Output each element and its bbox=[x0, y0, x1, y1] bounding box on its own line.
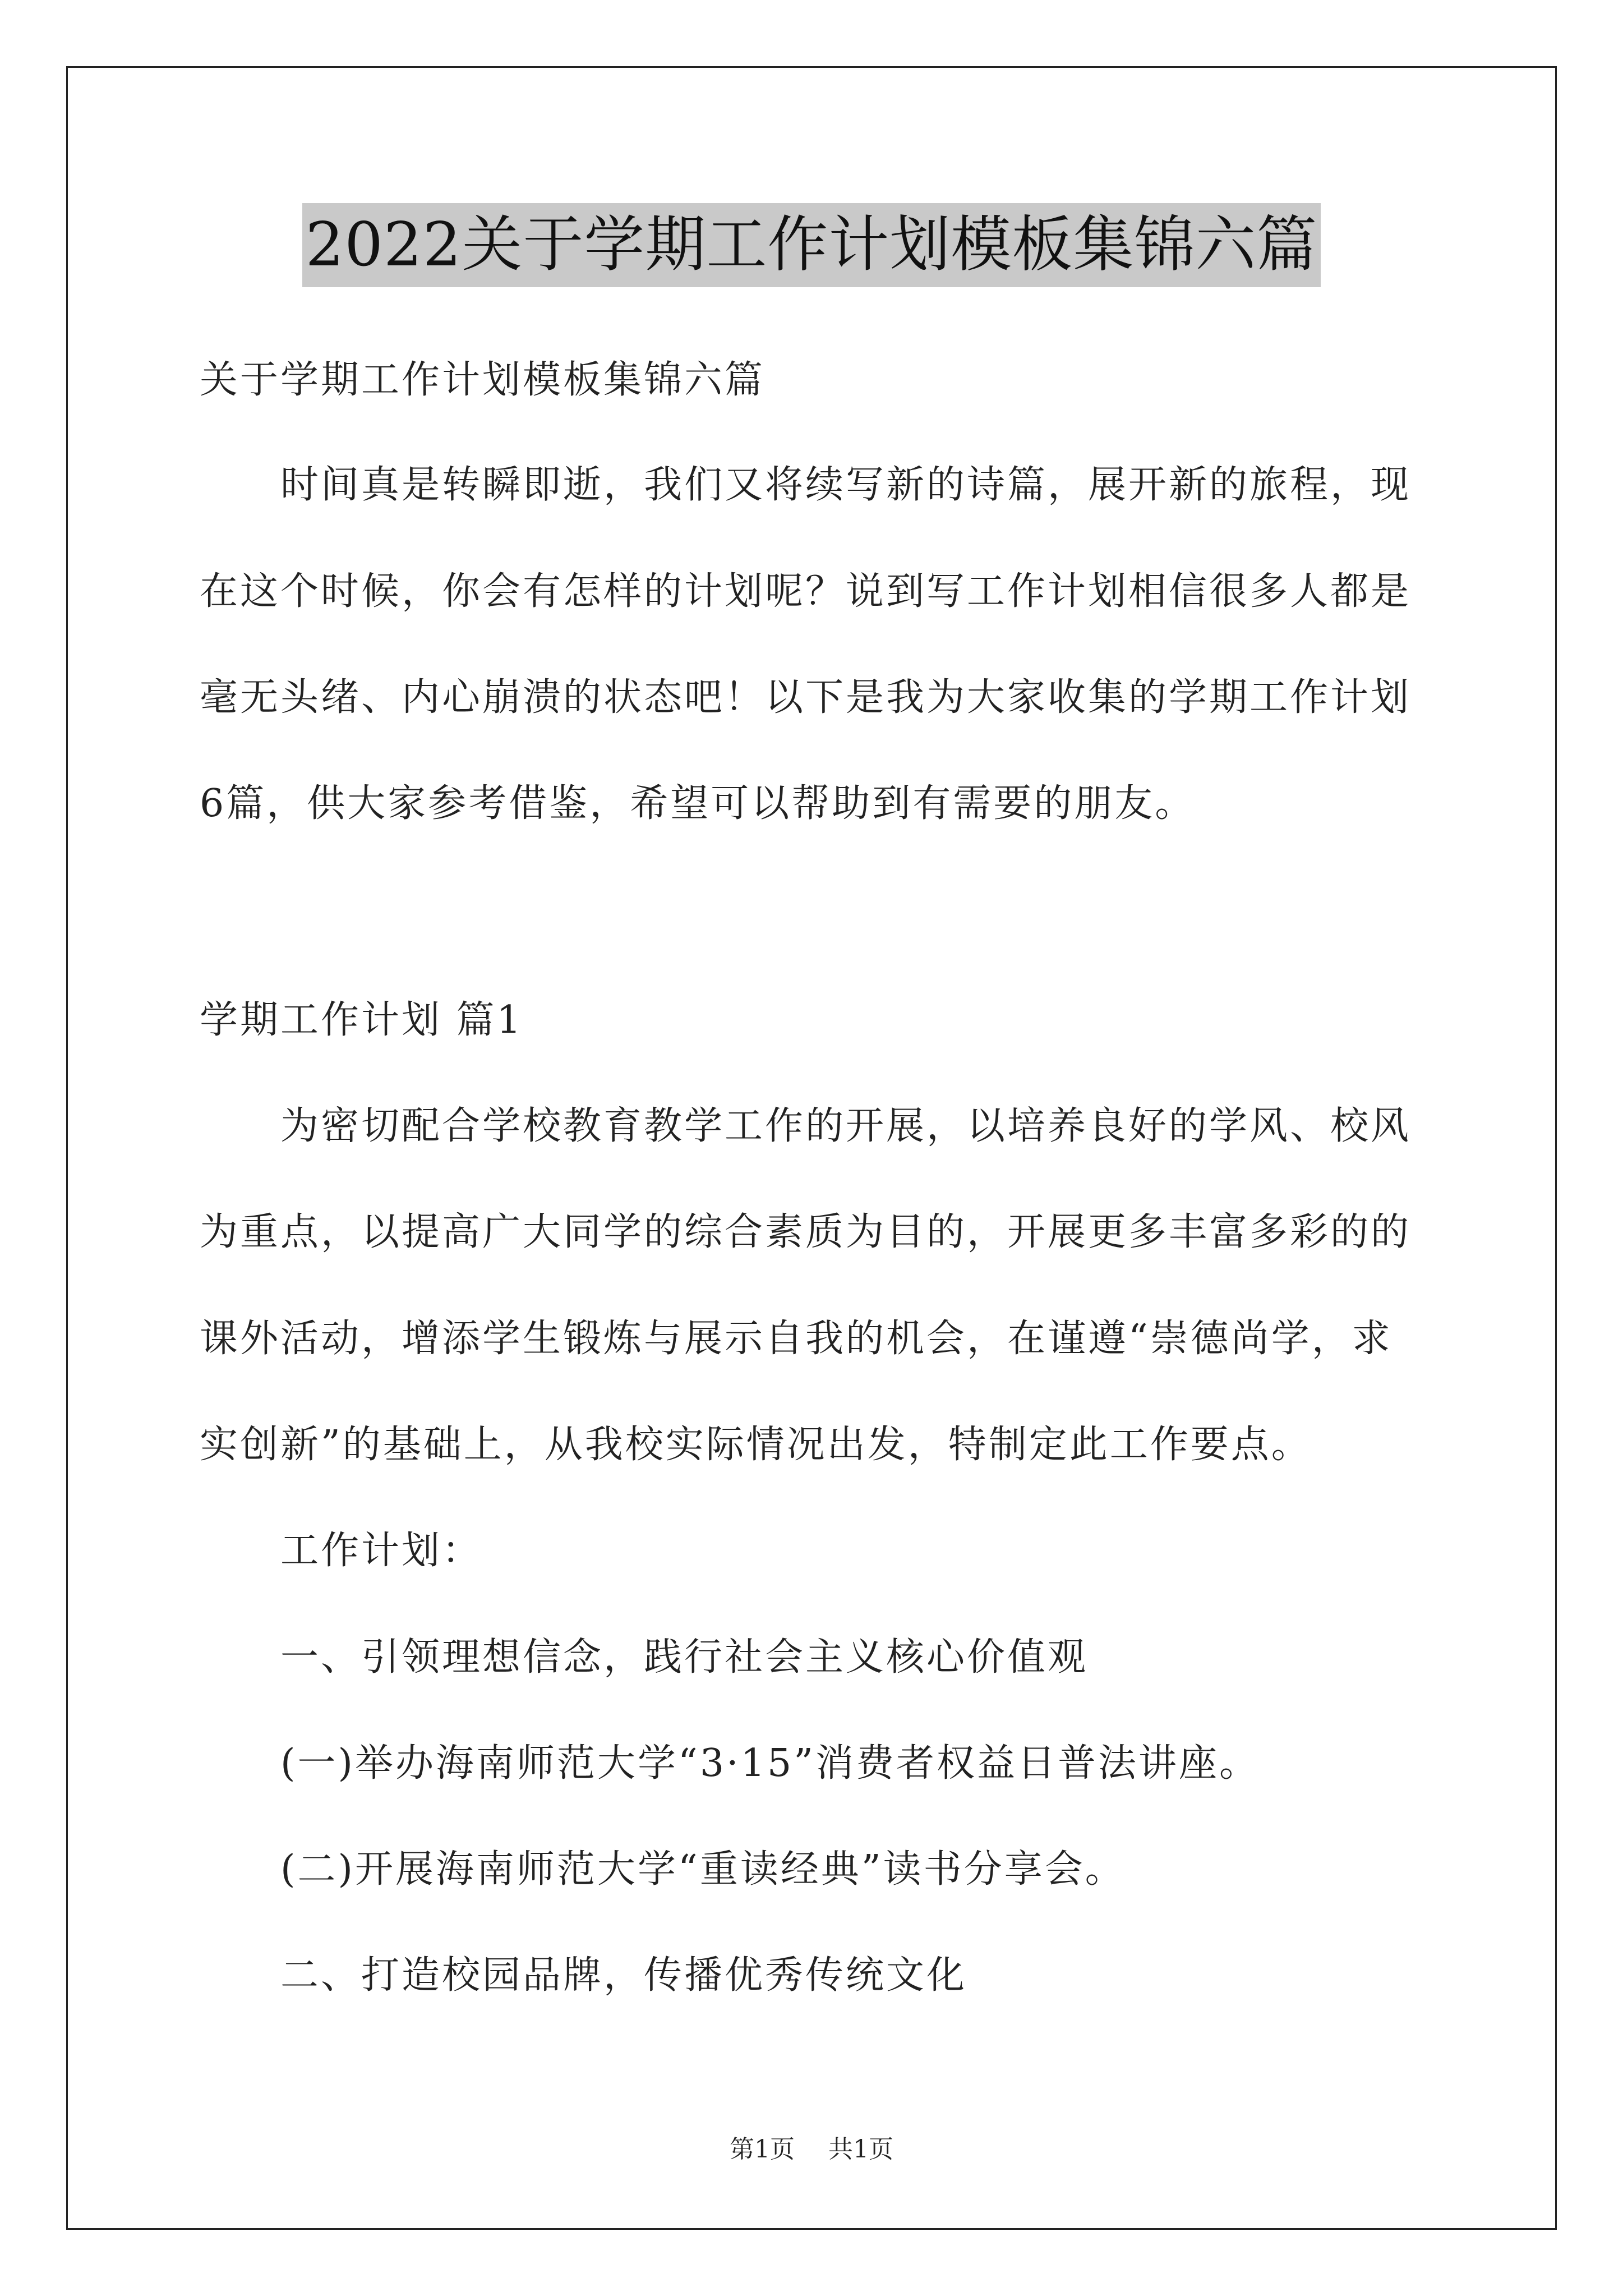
plan-subitem-1: (一)举办海南师范大学“3·15”消费者权益日普法讲座。 bbox=[280, 1741, 1260, 1786]
intro-line-1: 时间真是转瞬即逝，我们又将续写新的诗篇，展开新的旅程，现 bbox=[280, 463, 1412, 507]
title-container bbox=[0, 203, 1623, 287]
section-heading-1: 学期工作计划 篇1 bbox=[200, 998, 523, 1042]
page-footer bbox=[0, 2133, 1623, 2166]
plan-heading: 工作计划： bbox=[280, 1529, 483, 1573]
section1-line-1: 为密切配合学校教育教学工作的开展，以培养良好的学风、校风 bbox=[280, 1104, 1412, 1148]
subtitle-line: 关于学期工作计划模板集锦六篇 bbox=[200, 358, 766, 402]
intro-line-2: 在这个时候，你会有怎样的计划呢？说到写工作计划相信很多人都是 bbox=[200, 569, 1412, 614]
document-title: 2022关于学期工作计划模板集锦六篇 bbox=[302, 203, 1321, 287]
plan-item-2: 二、打造校园品牌，传播优秀传统文化 bbox=[280, 1953, 967, 1998]
page-number-total: 共1页 bbox=[828, 2135, 893, 2164]
intro-line-4: 6篇，供大家参考借鉴，希望可以帮助到有需要的朋友。 bbox=[200, 781, 1196, 826]
intro-line-3: 毫无头绪、内心崩溃的状态吧！以下是我为大家收集的学期工作计划 bbox=[200, 675, 1412, 720]
page-number-current: 第1页 bbox=[730, 2135, 795, 2164]
section1-line-3: 课外活动，增添学生锻炼与展示自我的机会，在谨遵“崇德尚学，求 bbox=[200, 1317, 1393, 1361]
section1-line-4: 实创新”的基础上，从我校实际情况出发，特制定此工作要点。 bbox=[200, 1423, 1312, 1467]
plan-subitem-2: (二)开展海南师范大学“重读经典”读书分享会。 bbox=[280, 1847, 1126, 1892]
plan-item-1: 一、引领理想信念，践行社会主义核心价值观 bbox=[280, 1635, 1089, 1680]
section1-line-2: 为重点，以提高广大同学的综合素质为目的，开展更多丰富多彩的的 bbox=[200, 1210, 1412, 1254]
